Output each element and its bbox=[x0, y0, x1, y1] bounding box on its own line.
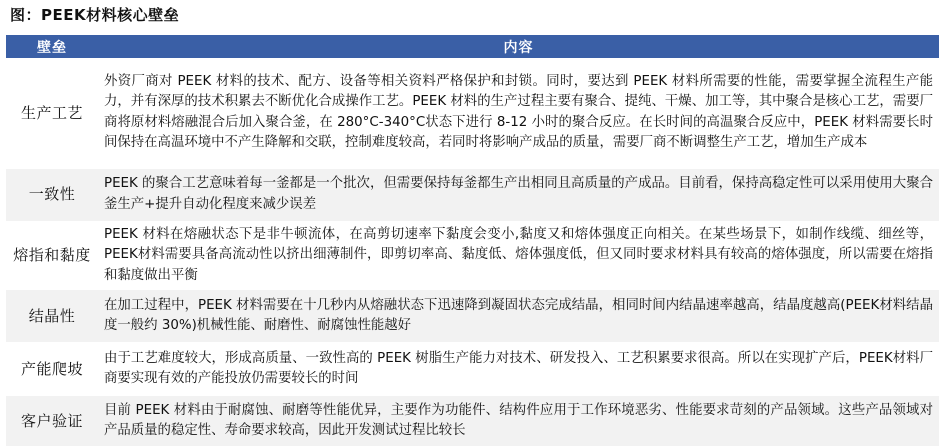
barrier-name: 结晶性 bbox=[6, 290, 98, 343]
table-header-row bbox=[6, 35, 939, 58]
header-barrier: 壁垒 bbox=[6, 35, 98, 58]
barrier-content: 在加工过程中，PEEK 材料需要在十几秒内从熔融状态下迅速降到凝固状态完成结晶，相同时间内结晶速率越高，结晶度越高(PEEK材料结晶度一般约 30%)机械性能、耐磨性、耐腐蚀性能越好 bbox=[98, 290, 939, 343]
barrier-name: 客户验证 bbox=[6, 396, 98, 447]
barrier-content: 由于工艺难度较大，形成高质量、一致性高的 PEEK 树脂生产能力对技术、研发投入、工艺积累要求很高。所以在实现扩产后，PEEK材料厂商要实现有效的产能投放仍需要较长的时间 bbox=[98, 343, 939, 396]
table-row-production-process bbox=[6, 58, 939, 168]
table-row-melt-index-viscosity bbox=[6, 221, 939, 290]
table-row-capacity-ramp bbox=[6, 343, 939, 396]
barrier-content: 外资厂商对 PEEK 材料的技术、配方、设备等相关资料严格保护和封锁。同时，要达到 PEEK 材料所需要的性能，需要掌握全流程生产能力，并有深厚的技术积累去不断优化合成操作工艺。PEEK 材料的生产过程主要有聚合、提纯、干燥、加工等，其中聚合是核心工艺，需要厂商将原材料熔融混合后加入聚合釜，在 280°C-340°C状态下进行 8-12 小时的聚合反应。在长时间的高温聚合反应中，PEEK 材料需要长时间保持在高温环境中不产生降解和交联，控制难度较高，若同时将影响产成品的质量，需要厂商不断调整生产工艺，增加生产成本 bbox=[98, 58, 939, 168]
barrier-name: 熔指和黏度 bbox=[6, 221, 98, 290]
figure-title: 图：PEEK材料核心壁垒 bbox=[10, 6, 180, 24]
barrier-content: 目前 PEEK 材料由于耐腐蚀、耐磨等性能优异，主要作为功能件、结构件应用于工作环境恶劣、性能要求苛刻的产品领域。这些产品领域对产品质量的稳定性、寿命要求较高，因此开发测试过程比较长 bbox=[98, 396, 939, 447]
barrier-content: PEEK 的聚合工艺意味着每一釜都是一个批次，但需要保持每釜都生产出相同且高质量的产成品。目前看，保持高稳定性可以采用使用大聚合釜生产+提升自动化程度来减少误差 bbox=[98, 168, 939, 221]
header-content: 内容 bbox=[98, 35, 939, 58]
table-row-customer-validation bbox=[6, 396, 939, 447]
barrier-content: PEEK 材料在熔融状态下是非牛顿流体，在高剪切速率下黏度会变小,黏度又和熔体强度正向相关。在某些场景下，如制作线缆、细丝等，PEEK材料需要具备高流动性以挤出细薄制件，即剪切率高、黏度低、熔体强度低，但又同时要求材料具有较高的熔体强度，所以需要在熔指和黏度做出平衡 bbox=[98, 221, 939, 290]
barrier-name: 产能爬坡 bbox=[6, 343, 98, 396]
table-row-crystallinity bbox=[6, 290, 939, 343]
barrier-table bbox=[6, 35, 939, 447]
barrier-name: 生产工艺 bbox=[6, 58, 98, 168]
barrier-name: 一致性 bbox=[6, 168, 98, 221]
table-row-consistency bbox=[6, 168, 939, 221]
